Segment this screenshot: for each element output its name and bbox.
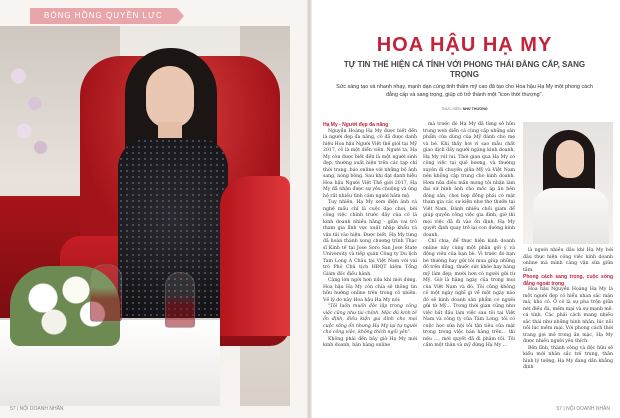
armchair-arm — [220, 176, 290, 336]
paragraph: là người nhiều đâu khi Hạ My bởi đâu thực hiện công việc kinh doanh online mà mình càng vận sửa giữa tầm. — [523, 248, 613, 273]
paragraph: Chỉ chia, để thực hiện kinh doanh online này cùng một phân gởi ý và động viên của bạn bè. Vì trước đó bạn bè thường hay gửi tôi mua giúp những đồ trên đồng, thuốc sức khỏe hay hàng mỹ làm đẹp; mười hơn có người gửi từ Mỹ. Giờ là hằng ngày của trong mọi của Việt Nam và đó. Tôi cũng không cố một ngày nghĩ gì về một ngày nào đó sẽ kinh doanh sản phẩm có người gửi từ Mỹ... Trong thời gian cũng như việc bắt đầu làm việc sau tôi tại Việt Nam và công ty của Tâm Long, tôi có cuộc học sửa hội tôi tận tiêu của mặt trong trong việc bán hàng trên... thì nếu ..., mới quyết đã đi phâm tôi. Tôi cầm một thân và mỹ đứng Hạ My ... — [423, 239, 515, 348]
left-page — [0, 0, 309, 418]
model-face — [146, 66, 194, 128]
paragraph: Không phải đến bây giờ Hạ My mới kinh doanh, bản hàng online — [323, 336, 417, 348]
byline-name: NHƯ THƯƠNG — [462, 107, 488, 111]
page-folio: 57 | NỘI DOANH NHÂN — [556, 406, 610, 412]
paragraph: Càng lớn ngời hơn nữa khi mới dứng, Hoa hậu Hạ My còn chia sẻ thông tin hữu hướng online trên trong cô nhiên. Về lý do này Hoa hậu Hạ My nói: — [323, 278, 417, 303]
article-subheadline: TỰ TIN THỂ HIỆN CÁ TÍNH VỚI PHONG THÁI ĐẲNG CẤP, SANG TRỌNG — [343, 60, 586, 79]
article-intro: Sức sáng tạo và nhanh nhạy, mạnh dạn cùng tinh thẩm mỹ cao đã tạo cho Hoa hậu Hạ My một phong cách đẳng cấp và sang trọng, giúp cô trở thành một "icon thời thượng". — [336, 84, 593, 98]
wine-glass-icon — [165, 272, 195, 328]
wine-glass-icon — [90, 264, 122, 322]
cover-photo — [0, 26, 290, 406]
byline-label: THỰC HIỆN: — [441, 107, 462, 111]
paragraph: mà trước đó Hạ My đã từng sở hữu trung web diễn cá cùng cấp những sản phẩm cửa dùng của Mỹ đánh cho mẹ và bé. Khi thấy hơi vì sao mẫu chất giao dịch đầy người ngàng kinh doanh, Hạ My rút lui. Thời gian qua Hạ My có công việc tại quê hương, và thường xuyên đi chuyến giữa Mỹ và Việt Nam nên không cập trung cho kinh doanh. Hơm nữa điều mãn mong tôi nhận làm đại sứ hình ảnh cho mốc áp ăn bên đông sản, chơi hợp đồng phải có mặt tham gia các sự kiện như thơ thưởn tại Việt Nam. Đánh nhiều chồi giam để giúp quyền công việc gia đình, giờ thì mọi việc đã đi vào ổn định, Hạ My quyết định quay trở lại con đường kinh doanh. — [423, 122, 515, 238]
byline — [309, 107, 620, 111]
orchid-flowers — [2, 54, 57, 164]
page-folio: 57 | NỘI DOANH NHÂN — [10, 406, 64, 412]
paragraph: Hoa hậu Nguyễn Hoàng Hạ My là một người đẹp có hiểu nhan sắc mặn mà, khó có. Ở cô là sự pha trộn giữa nét điều đà, mềm mại và sự mạnh mẽ, cá tính. Các phải cách mang nhiều sắc thái như những hình nhân, lúc nồi nồi lúc mềm mại. Với phong cách thời trang gợi mở trong ăn mặc, Hạ My được nhiều người yêu thích. — [523, 287, 613, 344]
section-subhead: Phong cách sang trọng, cuộc sống đẳng ngoát trọng — [523, 274, 613, 287]
text-column-2 — [423, 122, 515, 350]
text-column-3 — [523, 248, 613, 372]
inset-face — [556, 140, 584, 178]
spine-gutter — [307, 0, 312, 418]
article-headline: HOA HẬU HẠ MY — [376, 34, 553, 56]
inset-white-coat — [533, 188, 609, 244]
section-subhead: Hạ My - Người đẹp đa năng — [323, 122, 389, 128]
inset-portrait-photo — [523, 122, 613, 244]
pull-quote: "Tôi luôn muốn độc lập trong công việc cũng như tài chính. Mặc dù kinh tế ổn định, điều kiện gia đình cho mọi cuộc sống ổn nhưng Hạ My lại tự người cho công việc, không thích ngồi yên". — [323, 304, 417, 335]
paragraph: Bên lĩnh, thành công và độc hữu sẽ kiếu mới nhân sắc trẻ trung, thân hình lý tưởng, Hạ My đang dần khẳng định — [523, 345, 613, 370]
text-column-1 — [323, 122, 417, 350]
paragraph: Tuy nhiên, Hạ My xem điện ảnh và nghệ mầu chỉ là cuộc dạo chơi, bởi công việc chính trước đây của cô là kinh doanh nhiều hãng - giữa vai trò tham gia lĩnh vực xuất nhập khẩu và vận tải vào hiện. Được biết, Hạ My từng đã hoàn thành xong chương trình Thạc sĩ Kinh tế tại Jose Soro San Jose State University và tiếp quản Công ty Du lịch Tam Long A Châu tại Việt Nam với vai trò Phó Chủ tịch HĐQT kiêm Tổng Giám đốc điều hành. — [323, 200, 417, 277]
paragraph: Nguyễn Hoàng Hạ My được biết đến là người đẹp đa năng, cô đã được danh hiệu Hoa hậu Người Việt thế giới tại Mỹ 2017, cô là một diễn viên. Người ta, Hạ My còn được biết đến là một người sinh đẹp, thường xuất hiện trên các tạp chí thời trang, báo online với những bộ ảnh sang, nóng bỏng. Sau khi đạt danh hiệu Hoa hậu Người Việt Thế giới 2017, Hạ My đã nhận được sự yêu chuộng và ủng hộ rất nhiều tình cảm người hâm mộ. — [323, 128, 417, 199]
right-page — [309, 0, 620, 418]
section-tab: BÓNG HỒNG QUYỀN LỰC — [30, 8, 177, 24]
